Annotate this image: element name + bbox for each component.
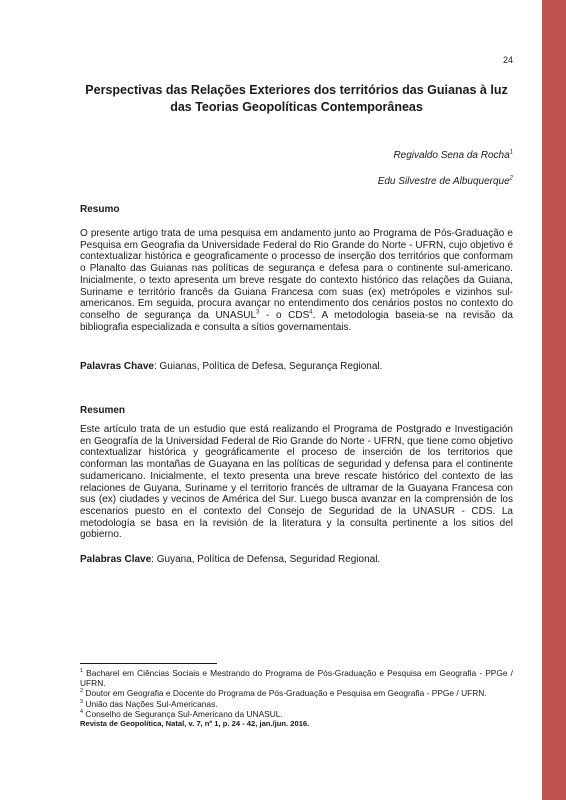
footnote (80, 688, 513, 698)
author-1 (393, 150, 513, 161)
footnote (80, 709, 513, 719)
footnote-text: União das Nações Sul-Americanas. (83, 698, 218, 709)
footnote-text: Doutor em Geografia e Docente do Programa de Pós-Graduação e Pesquisa em Geografia - PPGe / UFRN. (83, 688, 487, 699)
author-name: Edu Silvestre de Albuquerque (377, 176, 510, 187)
keywords-list: : Guyana, Política de Defensa, Seguridad Regional. (151, 554, 381, 565)
footnote-ref[interactable]: 3 (256, 309, 260, 316)
paper-page (80, 0, 513, 800)
paper-title: Perspectivas das Relações Exteriores dos territórios das Guianas à luz das Teorias Geopolíticas Contemporâneas (85, 83, 508, 114)
resumen-text: Este artículo trata de un estudio que está realizando el Programa de Postgrado e Investigación en Geografía de la Universidad Federal de Rio Grande do Norte - UFRN, que tiene como objetivo contextualizar histórica y geográficamente el proceso de inserción de los territorios que conforman las montañas de Guayana en las políticas de seguridad y defensa para el continente sudamericano. Inicialmente, el texto presenta una breve rescate histórico del contexto de las relaciones de Guyana, Suriname y el territorio francés de ultramar de la Guayana Francesa con sus (ex) ciudades y vecinos de América del Sur. Luego busca avanzar en la comprensión de los escenarios puesto en el contexto del Consejo de Seguridad de la UNASUR - CDS. La metodología se basa en la revisión de la literatura y la consulta pertinente a los sitios del gobierno. (80, 424, 513, 541)
keywords-list: : Guianas, Política de Defesa, Segurança Regional. (153, 361, 383, 372)
footnote-ref[interactable]: 1 (509, 149, 513, 156)
decorative-side-bar (542, 0, 566, 800)
resumen-keywords (80, 554, 513, 566)
footnote-number: 3 (80, 698, 84, 705)
footnotes (80, 668, 513, 729)
footnote-text: Bacharel em Ciências Sociais e Mestrando do Programa de Pós-Graduação e Pesquisa em Geografia - PPGe / UFRN. (80, 668, 513, 689)
resumo-text-part: - o CDS (259, 309, 310, 321)
footnote-ref[interactable]: 4 (309, 309, 313, 316)
resumo-text (80, 228, 513, 333)
author-name: Regivaldo Sena da Rocha (393, 150, 510, 161)
keywords-label: Palabras Clave (80, 554, 152, 565)
author-2 (378, 176, 513, 187)
resumen-heading: Resumen (80, 405, 126, 416)
footnote (80, 699, 513, 709)
resumo-text-part: O presente artigo trata de uma pesquisa em andamento junto ao Programa de Pós-Graduação e Pesquisa em Geografia da Universidade Federal do Rio Grande do Norte - UFRN, cujo objetivo é contextualizar histórica e geograficamente o processo de inserção dos territórios que conformam o Planalto das Guianas nas políticas de segurança e defesa para o continente sul-americano. Inicialmente, o texto apresenta um breve resgate do contexto histórico das relações da Guiana, Suriname e território francês da Guiana Francesa com suas (ex) metrópoles e vizinhos sul-americanos. Em seguida, procura avançar no entendimento dos cenários postos no contexto do conselho de segurança da UNASUL (80, 228, 513, 321)
footnote (80, 668, 513, 688)
footnote-number: 4 (80, 709, 84, 716)
footnote-ref[interactable]: 2 (509, 175, 513, 182)
footnote-text: Conselho de Segurança Sul-Americano da UNASUL. (83, 708, 283, 719)
keywords-label: Palavras Chave (80, 361, 154, 372)
resumo-heading: Resumo (80, 204, 120, 215)
footnote-number: 2 (80, 688, 84, 695)
resumo-keywords (80, 361, 513, 373)
footnote-number: 1 (80, 668, 84, 675)
page-number: 24 (502, 55, 513, 65)
footnote-divider (80, 663, 217, 664)
resumo-text-part: . A metodologia baseia-se na revisão da bibliografia especializada e consulta a sítios governamentais. (80, 309, 513, 333)
journal-reference: Revista de Geopolítica, Natal, v. 7, nº 1, p. 24 - 42, jan./jun. 2016. (80, 719, 310, 729)
